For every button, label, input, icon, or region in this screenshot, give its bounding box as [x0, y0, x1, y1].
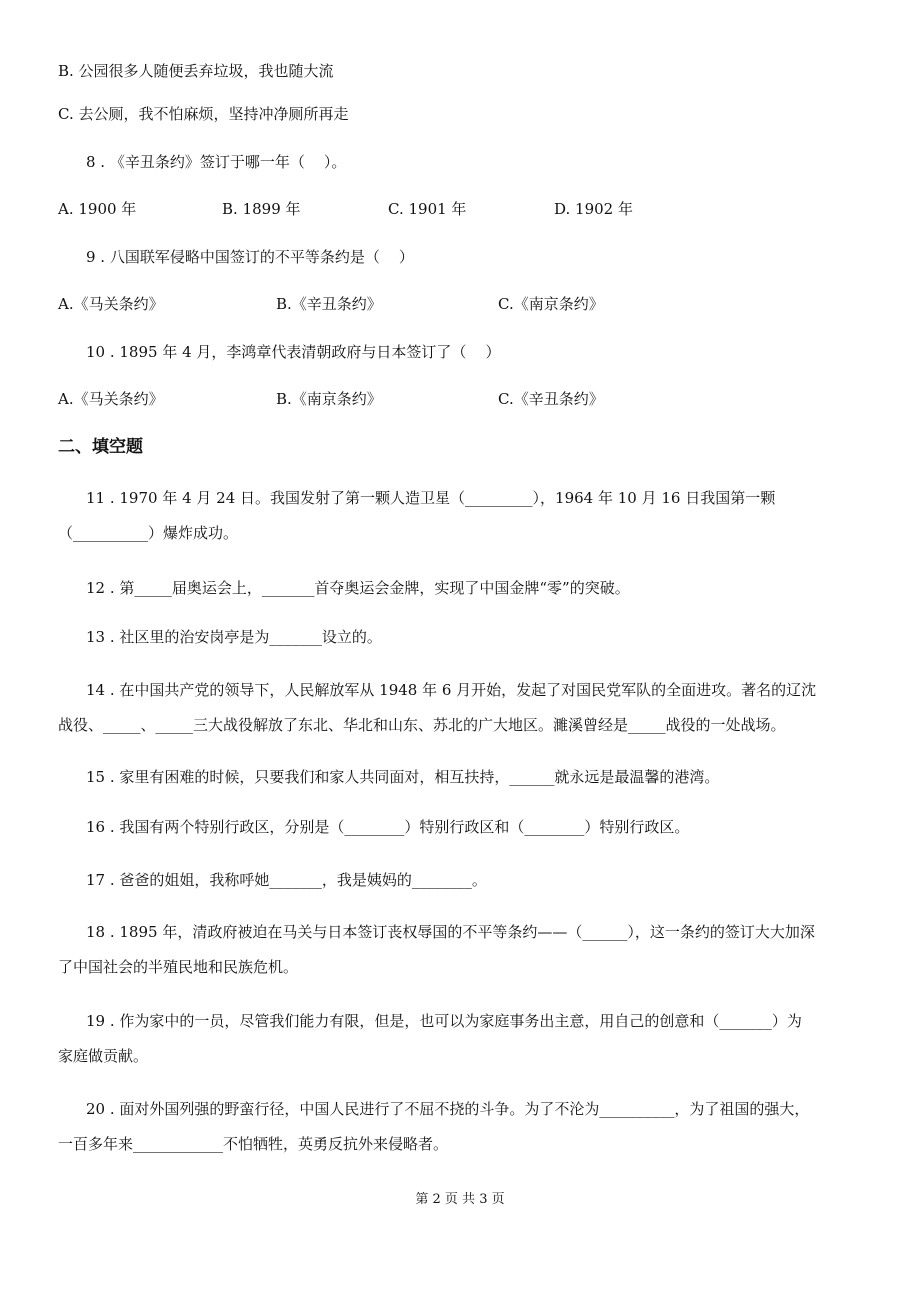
q9-option-b: B.《辛丑条约》: [276, 295, 382, 313]
q10-option-b: B.《南京条约》: [276, 390, 382, 408]
q9-option-c: C.《南京条约》: [498, 295, 604, 313]
question-13: 13 . 社区里的治安岗亭是为_______设立的。: [86, 628, 382, 646]
question-14-line1: 14 . 在中国共产党的领导下，人民解放军从 1948 年 6 月开始，发起了对国民党军队的全面进攻。著名的辽沈: [86, 681, 817, 699]
question-17: 17 . 爸爸的姐姐，我称呼她_______，我是姨妈的________。: [86, 871, 487, 889]
question-12: 12 . 第_____届奥运会上，_______首夺奥运会金牌，实现了中国金牌“零”的突破。: [86, 579, 630, 597]
question-15: 15 . 家里有困难的时候，只要我们和家人共同面对，相互扶持，______就永远是最温馨的港湾。: [86, 768, 720, 786]
question-10: 10 . 1895 年 4 月，李鸿章代表清朝政府与日本签订了（ ）: [86, 343, 501, 361]
question-11-line1: 11 . 1970 年 4 月 24 日。我国发射了第一颗人造卫星（_________），1964 年 10 月 16 日我国第一颗: [86, 489, 776, 507]
page-footer: 第 2 页 共 3 页: [415, 1192, 505, 1207]
q10-option-a: A.《马关条约》: [58, 390, 164, 408]
option-B-prev: B. 公园很多人随便丢弃垃圾，我也随大流: [58, 62, 334, 80]
question-16: 16 . 我国有两个特别行政区，分别是（________）特别行政区和（________）特别行政区。: [86, 818, 690, 836]
q8-option-a: A. 1900 年: [58, 200, 137, 218]
section-title-fill-in: 二、填空题: [58, 437, 143, 457]
q8-option-b: B. 1899 年: [222, 200, 301, 218]
question-19-line1: 19 . 作为家中的一员，尽管我们能力有限，但是，也可以为家庭事务出主意，用自己的创意和（_______）为: [86, 1012, 802, 1030]
q8-option-d: D. 1902 年: [554, 200, 633, 218]
question-9: 9 . 八国联军侵略中国签订的不平等条约是（ ）: [86, 248, 414, 266]
question-19-line2: 家庭做贡献。: [58, 1047, 149, 1065]
question-20-line1: 20 . 面对外国列强的野蛮行径，中国人民进行了不屈不挠的斗争。为了不沦为__________，为了祖国的强大，: [86, 1100, 810, 1118]
question-18-line1: 18 . 1895 年，清政府被迫在马关与日本签订丧权辱国的不平等条约——（______），这一条约的签订大大加深: [86, 923, 815, 941]
question-11-line2: （__________）爆炸成功。: [58, 524, 239, 542]
question-14-line2: 战役、_____、_____三大战役解放了东北、华北和山东、苏北的广大地区。濉溪曾经是_____战役的一处战场。: [58, 716, 786, 734]
q9-option-a: A.《马关条约》: [58, 295, 164, 313]
q10-option-c: C.《辛丑条约》: [498, 390, 604, 408]
q8-option-c: C. 1901 年: [388, 200, 467, 218]
option-C-prev: C. 去公厕，我不怕麻烦，坚持冲净厕所再走: [58, 105, 349, 123]
question-18-line2: 了中国社会的半殖民地和民族危机。: [58, 958, 299, 976]
question-8: 8 . 《辛丑条约》签订于哪一年（ ）。: [86, 153, 347, 171]
question-20-line2: 一百多年来____________不怕牺牲，英勇反抗外来侵略者。: [58, 1135, 449, 1153]
